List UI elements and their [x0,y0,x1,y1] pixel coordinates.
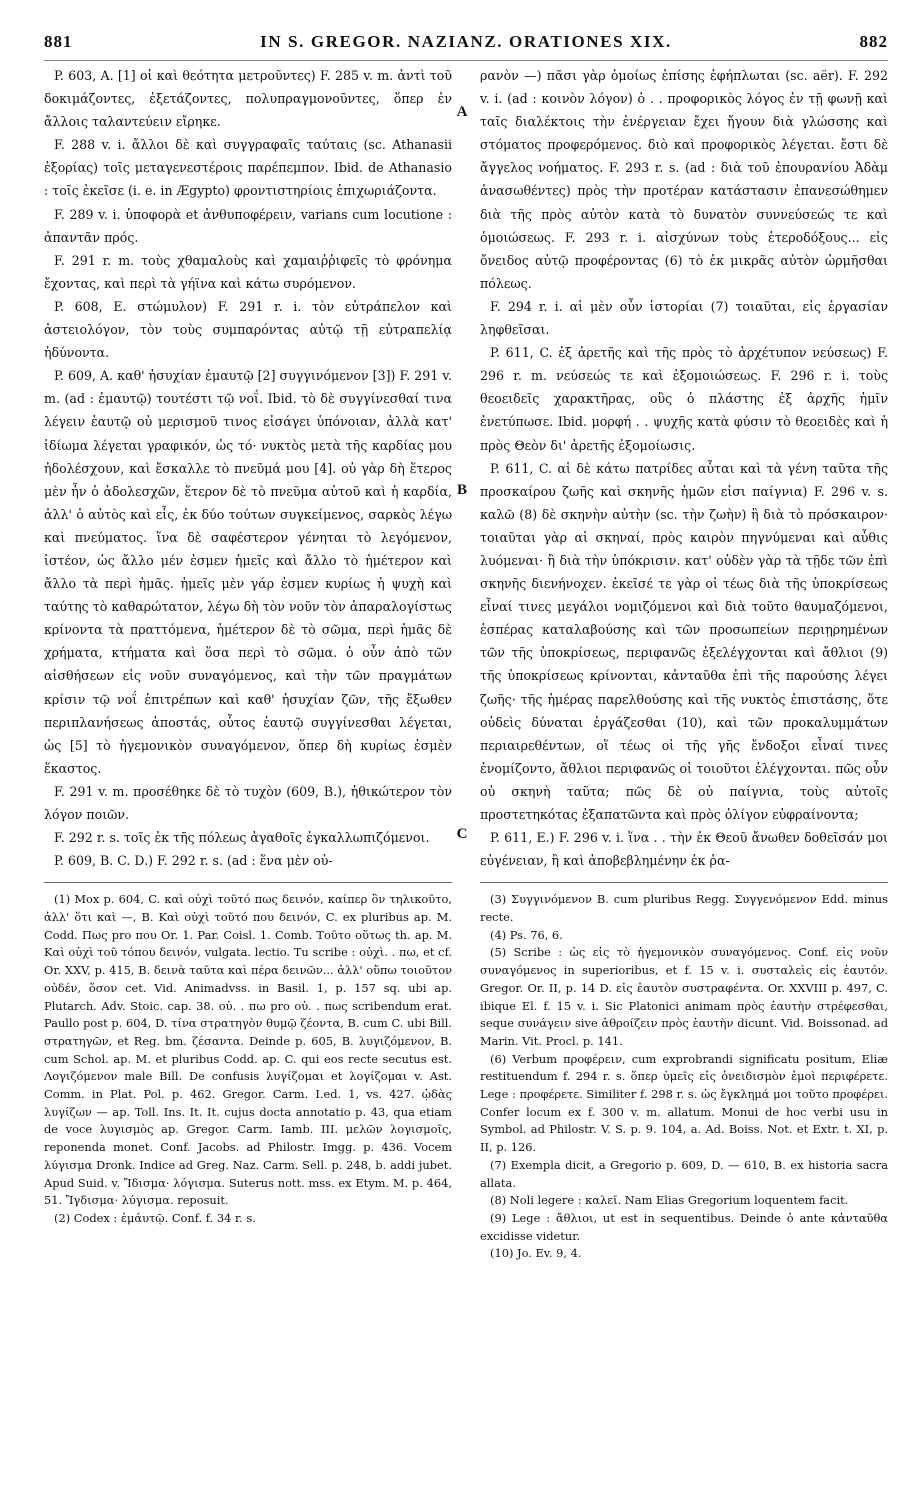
paragraph: P. 611, C. αἱ δὲ κάτω πατρίδες αὗται καὶ τὰ γένη ταῦτα τῆς προσκαίρου ζωῆς καὶ σκηνῆς ἡμῶν εἰσι παίγνια) F. 296 v. s. καλῶ (8) δὲ σκηνὴν αὐτὴν (sc. τὴν ζωὴν) ἢ διὰ τὸ πρόσκαιρον· τοιαῦται γὰρ αἱ σκηναί, πρὸς καιρὸν πηγνύμεναι καὶ αὖθις λυόμεναι· ἢ διὰ τὴν ὑπόκρισιν. κατ' οὐδὲν γὰρ τὰ τῇδε τῶν ἐπὶ σκηνῆς διενήνοχεν. ἐκεῖσέ τε γὰρ οἱ τέως διὰ τῆς ὑποκρίσεως εἶναί τινες μεγάλοι νομιζόμενοι καὶ διὰ τοῦτο θαυμαζόμενοι, ἑσπέρας καταλαβούσης καὶ τῶν προσωπείων περιῃρημένων τῶν τῆς ὑποκρίσεως, περιφανῶς ἐξελέγχονται καὶ ἄθλιοι (9) τῆς ὑποκρίσεως κρίνονται, κἀνταῦθα ἐπὶ τῆς παρούσης λέγει ζωῆς· τῆς ἡμέρας παρελθούσης καὶ τῆς νυκτὸς ἐπιστάσης, ὅτε οὐδεὶς δύναται ἐργάζεσθαι (10), καὶ τῶν προκαλυμμάτων περιαιρεθέντων, οἵ τέως οἱ τῆς γῆς ἔνδοξοι εἶναί τινες ἐνομίζοντο, ἄθλιοι περιφανῶς οἱ τοιοῦτοι ἐλέγχονται. πῶς οὖν οὐ σκηνὴ ταῦτα; πῶς δὲ οὐ παίγνια, τοὺς αὐτοῖς προστετηκότας ἐξαπατῶντα καὶ πρὸς ὀλίγον εὐφραίνοντα; [480,460,888,822]
paragraph: F. 294 r. i. αἱ μὲν οὖν ἱστορίαι (7) τοιαῦται, εἰς ἐργασίαν ληφθεῖσαι. [480,298,888,338]
page-number-right: 882 [859,32,888,51]
paragraph: ρανὸν —) πᾶσι γὰρ ὁμοίως ἐπίσης ἐφήπλωται (sc. aër). F. 292 v. i. (ad : κοινὸν λόγον) ὁ . . προφορικὸς λόγος ἐν τῇ φωνῇ καὶ ταῖς διαλέκτοις τὴν ἐνέργειαν ἔχει ἤγουν διὰ γλώσσης καὶ στόματος προφερόμενος. διὸ καὶ προφορικὸς λέγεται. ἔστι δὲ ἄγγελος νοήματος. F. 293 r. s. (ad : διὰ τοῦ ἐπουρανίου Ἀδὰμ ἀνασωθέντες) πρὸς τὴν προτέραν κατάστασιν ἐπανεσώθημεν διὰ τῆς πρὸς αὐτὸν κατὰ τὸ δυνατὸν συννεύσεώς τε καὶ ὁμοιώσεως. F. 293 r. i. αἰσχύνων τοὺς ἑτεροδόξους... εἰς ὄνειδος αὐτῷ προφέροντας (6) τὸ ἐκ μικρᾶς αὐτὸν ὡρμῆσθαι πόλεως. [480,68,888,291]
footnote-divider [480,882,888,883]
section-marker-b: B [456,482,467,498]
running-header [44,30,888,61]
paragraph: P. 603, A. [1] οἱ καὶ θεότητα μετροῦντες) F. 285 v. m. ἀντὶ τοῦ δοκιμάζοντες, ἐξετάζοντες, πολυπραγμονοῦντες, ὅπερ ἐν ἄλλοις ταλαντεύειν εἴρηκε. [44,68,452,130]
footnote-divider [44,882,452,883]
footnote: (6) Verbum προφέρειν, cum exprobrandi significatu positum, Eliæ restituendum f. 294 r. s. ὅπερ ὑμεῖς εἰς ὀνειδισμὸν ἐμοὶ περιφέρετε. Lege : προφέρετε. Similiter f. 298 r. s. ὡς ἔγκλημά μοι τοῦτο προφέρει. Confer locum ex f. 300 v. m. allatum. Monui de hoc verbi usu in Symbol. ad Philostr. V. S. p. 9. 104, a. Ad. Boiss. Not. et Extr. t. XI, p. II, p. 126. [480,1051,888,1155]
footnote: (10) Jo. Ev. 9, 4. [490,1246,582,1261]
footnote: (7) Exempla dicit, a Gregorio p. 609, D. — 610, B. ex historia sacra allata. [480,1157,888,1190]
paragraph: F. 291 v. m. προσέθηκε δὲ τὸ τυχὸν (609, B.), ἠθικώτερον τὸν λόγον ποιῶν. [44,783,452,822]
footnote: (5) Scribe : ὡς εἰς τὸ ἡγεμονικὸν συναγόμενος. Conf. εἰς νοῦν συναγόμενος in superioribus, et f. 15 v. i. συσταλεὶς εἰς ἑαυτόν. Gregor. Or. II, p. 14 D. εἰς ἑαυτὸν συστραφέντα. Or. XXVIII p. 497, C. ibique El. f. 15 v. i. Sic Platonici animam πρὸς ἑαυτὴν στρέφεσθαι, seque συνάγειν sive ἀθροίζειν πρὸς ἑαυτὴν dicunt. Vid. Boissonad. ad Marin. Vit. Procl. p. 141. [480,945,888,1048]
footnote: (8) Noli legere : καλεῖ. Nam Elias Gregorium loquentem facit. [490,1193,849,1208]
paragraph: P. 611, C. ἐξ ἀρετῆς καὶ τῆς πρὸς τὸ ἀρχέτυπον νεύσεως) F. 296 r. m. νεύσεώς τε καὶ ἐξομοιώσεως. F. 296 r. i. τοὺς θεοειδεῖς χαρακτῆρας, οὓς ὁ πλάστης ἐξ ἀρχῆς ἡμῖν ἐνετύπωσε. Ibid. μορφή . . ψυχῆς κατὰ φύσιν τὸ θεοειδὲς καὶ ἡ πρὸς Θεὸν δι' ἀρετῆς ἐξομοίωσις. [480,345,888,453]
left-column [44,64,452,1228]
paragraph: P. 611, E.) F. 296 v. i. ἵνα . . τὴν ἐκ Θεοῦ ἄνωθεν δοθεῖσάν μοι εὐγένειαν, ἢ καὶ ἀποβεβλημένην ἐκ ῥα- [480,830,888,869]
footnote: (4) Ps. 76, 6. [490,927,563,942]
document-page [44,30,888,1480]
running-title: IN S. GREGOR. NAZIANZ. ORATIONES XIX. [260,32,672,51]
paragraph: P. 609, B. C. D.) F. 292 r. s. (ad : ἕνα μὲν οὐ- [54,853,333,869]
footnote: (3) Συγγινόμενον B. cum pluribus Regg. Συγγενόμενον Edd. minus recte. [480,892,888,924]
paragraph: F. 292 r. s. τοῖς ἐκ τῆς πόλεως ἀγαθοῖς ἐγκαλλωπιζόμενοι. [54,830,430,846]
paragraph: F. 289 v. i. ὑποφορὰ et ἀνθυποφέρειν, varians cum locutione : ἀπαντᾶν πρός. [44,206,452,245]
paragraph: P. 609, A. καθ' ἡσυχίαν ἐμαυτῷ [2] συγγινόμενον [3]) F. 291 v. m. (ad : ἐμαυτῷ) τουτέστι τῷ νοΐ. Ibid. τὸ δὲ συγγίνεσθαί τινα λέγειν ἑαυτῷ οὐ μερισμοῦ τινος εἰσάγει ὑπόνοιαν, ἀλλὰ κατ' ἰδίωμα λέγεται γραφικόν, ὡς τό· νυκτὸς μετὰ τῆς καρδίας μου ἠδολέσχουν, καὶ ἔσκαλλε τὸ πνεῦμά μου [4]. οὐ γὰρ δὴ ἕτερος μὲν ἦν ὁ ἀδολεσχῶν, ἕτερον δὲ τὸ πνεῦμα αὐτοῦ καὶ ἡ καρδία, ἀλλ' ὁ αὐτὸς καὶ εἷς, ἐκ δύο τούτων συγκείμενος, σαρκὸς λέγω καὶ πνεύματος. ἵνα δὲ σαφέστερον γένηται τὸ λεγόμενον, ἰστέον, ὡς ἄλλο μέν ἐσμεν ἡμεῖς καὶ ἄλλο τὸ ἡμέτερον καὶ ἄλλο τὰ περὶ ἡμᾶς. ἡμεῖς μὲν γάρ ἐσμεν κυρίως ἡ ψυχὴ καὶ ταύτης τὸ καθαρώτατον, λέγω δὴ τὸν νοῦν τὸν ἀπαραλογίστως κρίνοντα τὰ πραττόμενα, ἡμέτερον δὲ τὸ σῶμα, περὶ ἡμᾶς δὲ χρήματα, κτήματα καὶ ὅσα περὶ τὸ σῶμα. ὁ οὖν ἀπὸ τῶν αἰσθήσεων εἰς νοῦν συναγόμενος, καὶ τὴν τῶν πραγμάτων κρίσιν τῷ νοΐ ἐπιτρέπων καὶ καθ' ἡσυχίαν ζῶν, τῆς ἔξωθεν περιπλανήσεως ἀποστάς, οὗτος ἑαυτῷ συγγίνεσθαι λέγεται, ὡς [5] τὸ ἡγεμονικὸν συναγόμενον, ὅπερ δὴ κυρίως ἐσμὲν ἕκαστος. [44,368,452,776]
paragraph: F. 288 v. i. ἄλλοι δὲ καὶ συγγραφαῖς ταύταις (sc. Athanasii ἐξορίας) τοῖς μεταγενεστέροις παρέπεμπον. Ibid. de Athanasio : τοῖς ἐκεῖσε (i. e. in Ægypto) φροντιστηρίοις ἐπιχωριάζοντα. [44,137,452,199]
right-footnotes [480,891,888,1263]
section-marker-c: C [456,826,468,842]
page-number-left: 881 [44,32,73,51]
left-footnotes [44,891,452,1227]
paragraph: P. 608, E. στώμυλον) F. 291 r. i. τὸν εὐτράπελον καὶ ἀστειολόγον, τὸν τοὺς συμπαρόντας αὐτῷ τῇ εὐτραπελίᾳ ἡδύνοντα. [44,298,452,361]
right-main-text [480,64,888,872]
footnote: (9) Lege : ἄθλιοι, ut est in sequentibus. Deinde ὁ ante κἀνταῦθα excidisse videtur. [480,1210,888,1243]
footnote: (2) Codex : ἐμάυτῷ. Conf. f. 34 r. s. [54,1210,256,1225]
right-column [480,64,888,1263]
left-main-text [44,64,452,872]
footnote: (1) Mox p. 604, C. καὶ οὐχὶ τοῦτό πως δεινόν, καίπερ ὂν τηλικοῦτο, ἀλλ' ὅτι καὶ —, B. Καὶ οὐχὶ τοῦτό που δεινόν, C. ex pluribus ap. M. Codd. Πως pro που Or. 1. Par. Coisl. 1. Comb. Τοῦτο οὕτως th. ap. M. Καὶ οὐχὶ τοῦ τόπου δεινόν, vulgata. lectio. Tu scribe : οὐχὶ. . πω, et cf. Or. XXV, p. 415, B. δεινὰ ταῦτα καὶ πέρα δεινῶν... ἀλλ' οὔπω τοιοῦτον οὐδέν, ὅσον cet. Vid. Animadvss. in Basil. 1, p. 157 sq. ubi ap. Plutarch. Adv. Stoic. cap. 38. οὐ. . πω pro οὐ. . πως scribendum erat. Paullo post p. 604, D. τίνα στρατηγὸν θυμῷ ζέοντα, B. cum C. ubi Bill. στρατηγῶν, et Reg. bm. ζέσαντα. Deinde p. 605, B. λυγιζόμενον, B. cum Schol. ap. M. et pluribus Codd. ap. C. qui eos recte secutus est. Λογιζόμενον male Bill. De confusis λυγίζομαι et λογίζομαι v. Ast. Comm. in Plat. Pol. p. 462. Gregor. Carm. I.ed. 1, vs. 427. ᾠδὰς λυγίζων — ap. Toll. Ins. It. It. cujus docta annotatio p. 43, qua etiam de voce λυγισμὸς ap. Gregor. Carm. Iamb. III. μελῶν λογισμοῖς, reponenda monet. Conf. Jacobs. ad Philostr. Imgg. p. 436. Vocem λύγισμα Dronk. Indice ad Greg. Naz. Carm. Sell. p. 248, b. addi jubet. Apud Suid. v. Ἴδισμα· λόγισμα. Suterus nott. mss. ex Etym. M. p. 464, 51. Ἴγδισμα· λύγισμα. reposuit. [44,892,452,1208]
paragraph: F. 291 r. m. τοὺς χθαμαλοὺς καὶ χαμαιῤῥιφεῖς τὸ φρόνημα ἔχοντας, καὶ περὶ τὰ γήϊνα καὶ κάτω συρόμενον. [44,252,452,291]
section-marker-a: A [456,104,468,120]
